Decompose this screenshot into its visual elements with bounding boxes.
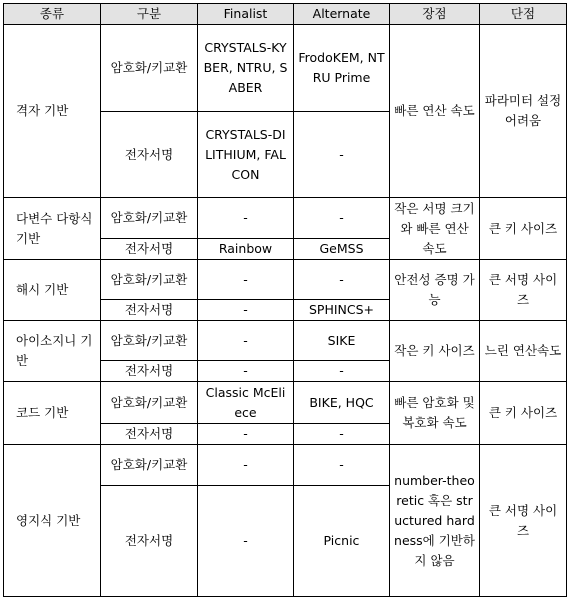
header-row xyxy=(4,4,567,25)
category-cell: 전자서명 xyxy=(101,239,198,260)
cons-cell: 큰 키 사이즈 xyxy=(480,198,567,260)
type-cell: 아이소지니 기반 xyxy=(4,321,101,382)
alternate-cell: Picnic xyxy=(294,486,390,597)
cons-cell: 큰 키 사이즈 xyxy=(480,382,567,445)
alternate-cell: FrodoKEM, NTRU Prime xyxy=(294,25,390,112)
type-cell: 다변수 다항식 기반 xyxy=(4,198,101,260)
header-pros: 장점 xyxy=(390,4,480,25)
table-row xyxy=(4,198,567,239)
finalist-cell: Rainbow xyxy=(198,239,294,260)
finalist-cell: - xyxy=(198,260,294,300)
finalist-cell: - xyxy=(198,445,294,486)
header-type: 종류 xyxy=(4,4,101,25)
category-cell: 전자서명 xyxy=(101,300,198,321)
finalist-cell: - xyxy=(198,300,294,321)
category-cell: 전자서명 xyxy=(101,112,198,198)
category-cell: 전자서명 xyxy=(101,424,198,445)
finalist-cell: - xyxy=(198,321,294,361)
alternate-cell: - xyxy=(294,361,390,382)
alternate-cell: - xyxy=(294,424,390,445)
type-cell: 영지식 기반 xyxy=(4,445,101,597)
table-row xyxy=(4,382,567,424)
alternate-cell: SPHINCS+ xyxy=(294,300,390,321)
cons-cell: 큰 서명 사이즈 xyxy=(480,260,567,321)
table-row xyxy=(4,260,567,300)
alternate-cell: - xyxy=(294,112,390,198)
pqc-comparison-table xyxy=(3,3,567,597)
finalist-cell: - xyxy=(198,486,294,597)
finalist-cell: CRYSTALS-DILITHIUM, FALCON xyxy=(198,112,294,198)
finalist-cell: Classic McEliece xyxy=(198,382,294,424)
category-cell: 암호화/키교환 xyxy=(101,260,198,300)
finalist-cell: - xyxy=(198,198,294,239)
alternate-cell: SIKE xyxy=(294,321,390,361)
category-cell: 전자서명 xyxy=(101,486,198,597)
type-cell: 해시 기반 xyxy=(4,260,101,321)
table-row xyxy=(4,321,567,361)
pros-cell: 안전성 증명 가능 xyxy=(390,260,480,321)
table-row xyxy=(4,445,567,486)
category-cell: 암호화/키교환 xyxy=(101,25,198,112)
pros-cell: 작은 키 사이즈 xyxy=(390,321,480,382)
finalist-cell: - xyxy=(198,361,294,382)
alternate-cell: - xyxy=(294,260,390,300)
alternate-cell: GeMSS xyxy=(294,239,390,260)
alternate-cell: - xyxy=(294,445,390,486)
type-cell: 격자 기반 xyxy=(4,25,101,198)
category-cell: 암호화/키교환 xyxy=(101,382,198,424)
alternate-cell: - xyxy=(294,198,390,239)
pros-cell: 작은 서명 크기와 빠른 연산 속도 xyxy=(390,198,480,260)
cons-cell: 파라미터 설정 어려움 xyxy=(480,25,567,198)
category-cell: 전자서명 xyxy=(101,361,198,382)
finalist-cell: CRYSTALS-KYBER, NTRU, SABER xyxy=(198,25,294,112)
finalist-cell: - xyxy=(198,424,294,445)
header-finalist: Finalist xyxy=(198,4,294,25)
type-cell: 코드 기반 xyxy=(4,382,101,445)
header-alternate: Alternate xyxy=(294,4,390,25)
pros-cell: 빠른 연산 속도 xyxy=(390,25,480,198)
header-category: 구분 xyxy=(101,4,198,25)
alternate-cell: BIKE, HQC xyxy=(294,382,390,424)
pros-cell: number-theoretic 혹은 structured hardness에 기반하지 않음 xyxy=(390,445,480,597)
pros-cell: 빠른 암호화 및 복호화 속도 xyxy=(390,382,480,445)
category-cell: 암호화/키교환 xyxy=(101,445,198,486)
table-row xyxy=(4,25,567,112)
cons-cell: 큰 서명 사이즈 xyxy=(480,445,567,597)
header-cons: 단점 xyxy=(480,4,567,25)
category-cell: 암호화/키교환 xyxy=(101,198,198,239)
category-cell: 암호화/키교환 xyxy=(101,321,198,361)
cons-cell: 느린 연산속도 xyxy=(480,321,567,382)
